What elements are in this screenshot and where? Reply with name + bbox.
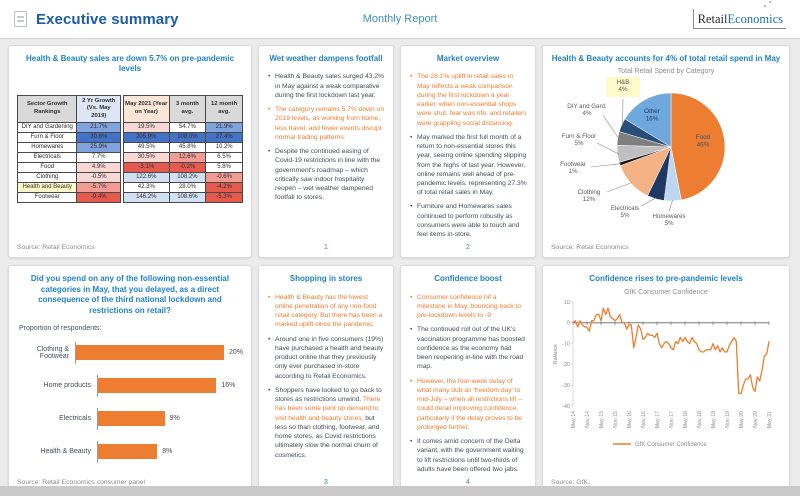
card-market-overview bbox=[400, 45, 536, 258]
bar-row bbox=[17, 441, 243, 463]
value-cell: 108.0% bbox=[169, 132, 206, 142]
bullet-list bbox=[409, 72, 527, 244]
value-cell: 45.8% bbox=[169, 142, 206, 152]
page-number: 3 bbox=[324, 478, 328, 486]
svg-text:May 15: May 15 bbox=[599, 410, 605, 429]
confidence-line bbox=[573, 308, 769, 393]
line-chart-svg bbox=[551, 296, 783, 454]
svg-text:Nov 18: Nov 18 bbox=[697, 410, 703, 428]
value-cell: -3.1% bbox=[124, 162, 170, 172]
pie-leader-line bbox=[669, 200, 673, 211]
value-cell: 12.6% bbox=[169, 152, 206, 162]
value-cell: 30.6% bbox=[77, 132, 121, 142]
bullet-item: • The category remains 5.7% down on 2019 levels, as working from home, less travel, and fewer events disrupt normal trading patterns. bbox=[267, 105, 385, 142]
row-label: DIY and Gardening bbox=[18, 122, 77, 132]
table-row bbox=[18, 162, 243, 172]
value-cell: 25.9% bbox=[77, 142, 121, 152]
value-cell: 5.8% bbox=[206, 162, 243, 172]
value-cell: 205.9% bbox=[124, 132, 170, 142]
svg-text:May 20: May 20 bbox=[739, 410, 745, 429]
value-cell: -5.3% bbox=[206, 192, 243, 202]
svg-text:-40: -40 bbox=[562, 403, 570, 410]
value-cell: 28.0% bbox=[169, 182, 206, 192]
value-cell: 21.7% bbox=[77, 122, 121, 132]
pie-label-inside: Other 16% bbox=[644, 108, 660, 123]
card-wet-weather bbox=[258, 45, 394, 258]
table-row bbox=[18, 122, 243, 132]
svg-text:Balance: Balance bbox=[553, 343, 559, 364]
source-note: Source: Retail Economics bbox=[17, 244, 95, 252]
pie-leader-line bbox=[591, 164, 621, 167]
page-title: Executive summary bbox=[36, 10, 179, 28]
bullet-item: • Health & Beauty sales surged 43.2% in May against a weak comparative during the first lockdown last year. bbox=[267, 72, 385, 100]
pie-label-inside: Food 46% bbox=[695, 134, 711, 149]
bar-track bbox=[97, 375, 243, 397]
bullet-list bbox=[267, 293, 385, 465]
row-label: Clothing bbox=[18, 172, 77, 182]
svg-text:Nov 19: Nov 19 bbox=[725, 410, 731, 428]
page-number: 2 bbox=[466, 244, 470, 252]
svg-text:May 18: May 18 bbox=[683, 410, 689, 429]
bar-row bbox=[17, 408, 243, 430]
value-cell: -4.2% bbox=[206, 182, 243, 192]
card-title: Wet weather dampens footfall bbox=[269, 54, 383, 63]
pie-leader-line bbox=[603, 115, 619, 139]
pie-label-outside: Clothing 12% bbox=[577, 189, 601, 204]
bar bbox=[98, 378, 216, 393]
value-cell: -0.6% bbox=[206, 172, 243, 182]
svg-text:0: 0 bbox=[566, 320, 570, 327]
pie-chart-svg bbox=[551, 75, 783, 227]
row-label: Homewares bbox=[18, 142, 77, 152]
report-subtitle: Monthly Report bbox=[362, 13, 438, 25]
svg-text:May 14: May 14 bbox=[571, 410, 577, 429]
pie-label-outside: DIY and Gard. 4% bbox=[567, 103, 607, 118]
document-icon bbox=[14, 11, 27, 27]
logo-part-economics: Economics bbox=[727, 12, 783, 26]
column-header: 2 Yr Growth (Vs. May 2019) bbox=[77, 95, 121, 122]
pie-label-outside: Furn & Floor 5% bbox=[561, 133, 597, 148]
value-cell: 7.7% bbox=[77, 152, 121, 162]
pie-label-outside: Footwear 1% bbox=[560, 161, 586, 176]
bullet-item: • Despite the continued easing of Covid-19 restrictions in line with the government's roadmap – which critically saw indoor hospitality reopen – wet weather dampened footfall to stores. bbox=[267, 147, 385, 202]
bar-track bbox=[75, 342, 243, 364]
source-note: Source: Retail Economics consumer panel bbox=[17, 478, 146, 486]
bar-chart-axis-label: Proportion of respondents: bbox=[19, 324, 102, 332]
svg-text:Nov 15: Nov 15 bbox=[613, 410, 619, 428]
pie-label-outside: Electricals 5% bbox=[610, 205, 640, 220]
card-pie-chart bbox=[542, 45, 790, 258]
legend-label: GfK Consumer Confidence bbox=[635, 441, 707, 448]
value-cell: -5.7% bbox=[77, 182, 121, 192]
bar-value-label: 16% bbox=[221, 382, 236, 390]
column-header: 12 month avg. bbox=[206, 95, 243, 122]
value-cell: 10.2% bbox=[206, 142, 243, 152]
bullet-item: • The 28.1% uplift in retail sales in May reflects a weak comparison during the first lockdown a year earlier, when non-essential shops were shut, fear was rife, and retailers were grappling social distancing. bbox=[409, 72, 527, 127]
sector-growth-table bbox=[17, 95, 243, 203]
svg-text:Nov 14: Nov 14 bbox=[585, 410, 591, 428]
value-cell: -0.5% bbox=[77, 172, 121, 182]
bar-value-label: 20% bbox=[228, 349, 243, 357]
bar bbox=[98, 444, 157, 459]
card-sector-growth-table bbox=[8, 45, 252, 258]
value-cell: 146.2% bbox=[124, 192, 170, 202]
line-chart bbox=[551, 296, 781, 454]
table-row bbox=[18, 152, 243, 162]
retail-economics-logo bbox=[693, 9, 786, 29]
bullet-list bbox=[409, 293, 527, 479]
line-chart-title: Confidence rises to pre-pandemic levels bbox=[589, 274, 743, 284]
pie-label-outside: H&B 4% bbox=[616, 79, 630, 94]
svg-text:May 21: May 21 bbox=[767, 410, 773, 429]
card-line-chart bbox=[542, 265, 790, 493]
bar-category-label: Clothing & Footwear bbox=[36, 345, 69, 360]
bullet-item: • However, the four-week delay of what many dub as 'freedom day' to mid-July – when all restrictions lift – could derail improving confidence, particularly if the delay proves to be prolonged further. bbox=[409, 377, 527, 432]
bar-row bbox=[17, 375, 243, 397]
row-label: Footwear bbox=[18, 192, 77, 202]
svg-text:Nov 17: Nov 17 bbox=[669, 410, 675, 428]
value-cell: 21.9% bbox=[206, 122, 243, 132]
bar-track bbox=[97, 441, 243, 463]
value-cell: 42.3% bbox=[124, 182, 170, 192]
pie-leader-line bbox=[607, 183, 632, 192]
bullet-item: • The continued roll out of the UK's vaccination programme has boosted confidence as the economy had been reopening in-line with the road map. bbox=[409, 325, 527, 371]
column-header: 3 month avg. bbox=[169, 95, 206, 122]
value-cell: 19.5% bbox=[124, 122, 170, 132]
svg-text:-20: -20 bbox=[562, 361, 570, 368]
svg-text:Nov 20: Nov 20 bbox=[753, 410, 759, 428]
bullet-item: • May marked the first full month of a return to non-essential stores this year, seeing online spending slipping from the highs of last year. However, online remains well ahead of pre-pandemic levels, representing 27.3% of total retail sales in May. bbox=[409, 133, 527, 198]
row-label: Furn & Floor bbox=[18, 132, 77, 142]
bullet-item: • It comes amid concern of the Delta variant, with the government waiting to lift restrictions until two-thirds of adults have been offered two jabs. bbox=[409, 437, 527, 474]
logo-part-retail: Retail bbox=[697, 12, 728, 26]
svg-text:10: 10 bbox=[563, 299, 570, 306]
card-title: Market overview bbox=[436, 54, 500, 63]
value-cell: 27.4% bbox=[206, 132, 243, 142]
value-cell: 49.5% bbox=[124, 142, 170, 152]
pie-leader-line bbox=[597, 143, 618, 154]
table-row bbox=[18, 192, 243, 202]
bar-chart bbox=[17, 342, 243, 474]
bar-value-label: 9% bbox=[169, 415, 180, 423]
pie-chart bbox=[551, 75, 781, 227]
row-label: Electricals bbox=[18, 152, 77, 162]
page-number: 4 bbox=[466, 478, 470, 486]
svg-text:-10: -10 bbox=[562, 341, 570, 348]
bar bbox=[76, 345, 224, 360]
bullet-list bbox=[267, 72, 385, 207]
table-row bbox=[18, 132, 243, 142]
bar-category-label: Electricals bbox=[59, 415, 91, 423]
table-row bbox=[18, 142, 243, 152]
value-cell: -9.4% bbox=[77, 192, 121, 202]
source-note: Source: Retail Economics bbox=[551, 244, 629, 252]
pie-label-outside: Homewares 5% bbox=[652, 213, 686, 228]
pie-leader-line bbox=[623, 99, 624, 126]
row-label: Food bbox=[18, 162, 77, 172]
card-confidence-boost bbox=[400, 265, 536, 493]
row-label: Health and Beauty bbox=[18, 182, 77, 192]
line-chart-subtitle: GfK Consumer Confidence bbox=[624, 288, 708, 296]
pie-leader-line bbox=[641, 198, 656, 206]
bullet-item: • Furniture and Homewares sales continued to perform robustly as consumers were able to touch and feel items in-store. bbox=[409, 202, 527, 239]
pie-chart-subtitle: Total Retail Spend by Category bbox=[617, 68, 715, 76]
column-header: Sector Growth Rankings bbox=[18, 95, 77, 122]
bar-category-label: Home products bbox=[43, 382, 91, 390]
value-cell: 6.5% bbox=[206, 152, 243, 162]
svg-text:May 17: May 17 bbox=[655, 410, 661, 429]
table-row bbox=[18, 172, 243, 182]
bottom-band bbox=[0, 486, 800, 496]
slide-content bbox=[0, 38, 800, 486]
pie-chart-title: Health & Beauty accounts for 4% of total retail spend in May bbox=[551, 54, 781, 63]
bullet-item: • Health & Beauty has the lowest online penetration of any non-food retail category. But there has been a marked uplift since the pandemic. bbox=[267, 293, 385, 330]
card-bar-chart bbox=[8, 265, 252, 493]
header bbox=[0, 0, 800, 38]
source-note: Source: GfK. bbox=[551, 478, 590, 486]
bullet-item: • Around one in five consumers (19%) have purchased a health and beauty product online that they previously only ever purchased in-store according to Retail Economics. bbox=[267, 335, 385, 381]
svg-text:May 16: May 16 bbox=[627, 410, 633, 429]
svg-text:-30: -30 bbox=[562, 382, 570, 389]
bar bbox=[98, 411, 165, 426]
bar-row bbox=[17, 342, 243, 364]
value-cell: 4.9% bbox=[77, 162, 121, 172]
card-shopping-in-stores bbox=[258, 265, 394, 493]
value-cell: 122.6% bbox=[124, 172, 170, 182]
bar-category-label: Health & Beauty bbox=[40, 448, 91, 456]
bar-chart-title: Did you spend on any of the following non-essential categories in May, that you delayed, as a direct consequence of the third national lockdown and restrictions on retail? bbox=[30, 274, 230, 315]
value-cell: 108.6% bbox=[169, 192, 206, 202]
svg-text:May 19: May 19 bbox=[711, 410, 717, 429]
card-title: Shopping in stores bbox=[289, 274, 363, 284]
svg-text:Nov 16: Nov 16 bbox=[641, 410, 647, 428]
bullet-item: • Shoppers have looked to go back to stores as restrictions unwind. There has been some pent up demand to visit health and beauty stores, but less so than clothing, footwear, and home stores, as Covid restrictions ultimately slow the normal churn of cosmetics. bbox=[267, 386, 385, 460]
column-header: May 2021 (Year on Year) bbox=[124, 95, 170, 122]
bar-track bbox=[97, 408, 243, 430]
value-cell: 30.5% bbox=[124, 152, 170, 162]
sector-table-title: Health & Beauty sales are down 5.7% on pre-pandemic levels bbox=[25, 54, 235, 74]
bullet-item: • Consumer confidence hit a milestone in May, bouncing back to pre-lockdown levels to -9 bbox=[409, 293, 527, 321]
value-cell: 54.7% bbox=[169, 122, 206, 132]
page-number: 1 bbox=[324, 244, 328, 252]
bar-value-label: 8% bbox=[162, 448, 173, 456]
table-row bbox=[18, 182, 243, 192]
card-title: Confidence boost bbox=[434, 274, 502, 284]
value-cell: 108.2% bbox=[169, 172, 206, 182]
value-cell: -0.2% bbox=[169, 162, 206, 172]
